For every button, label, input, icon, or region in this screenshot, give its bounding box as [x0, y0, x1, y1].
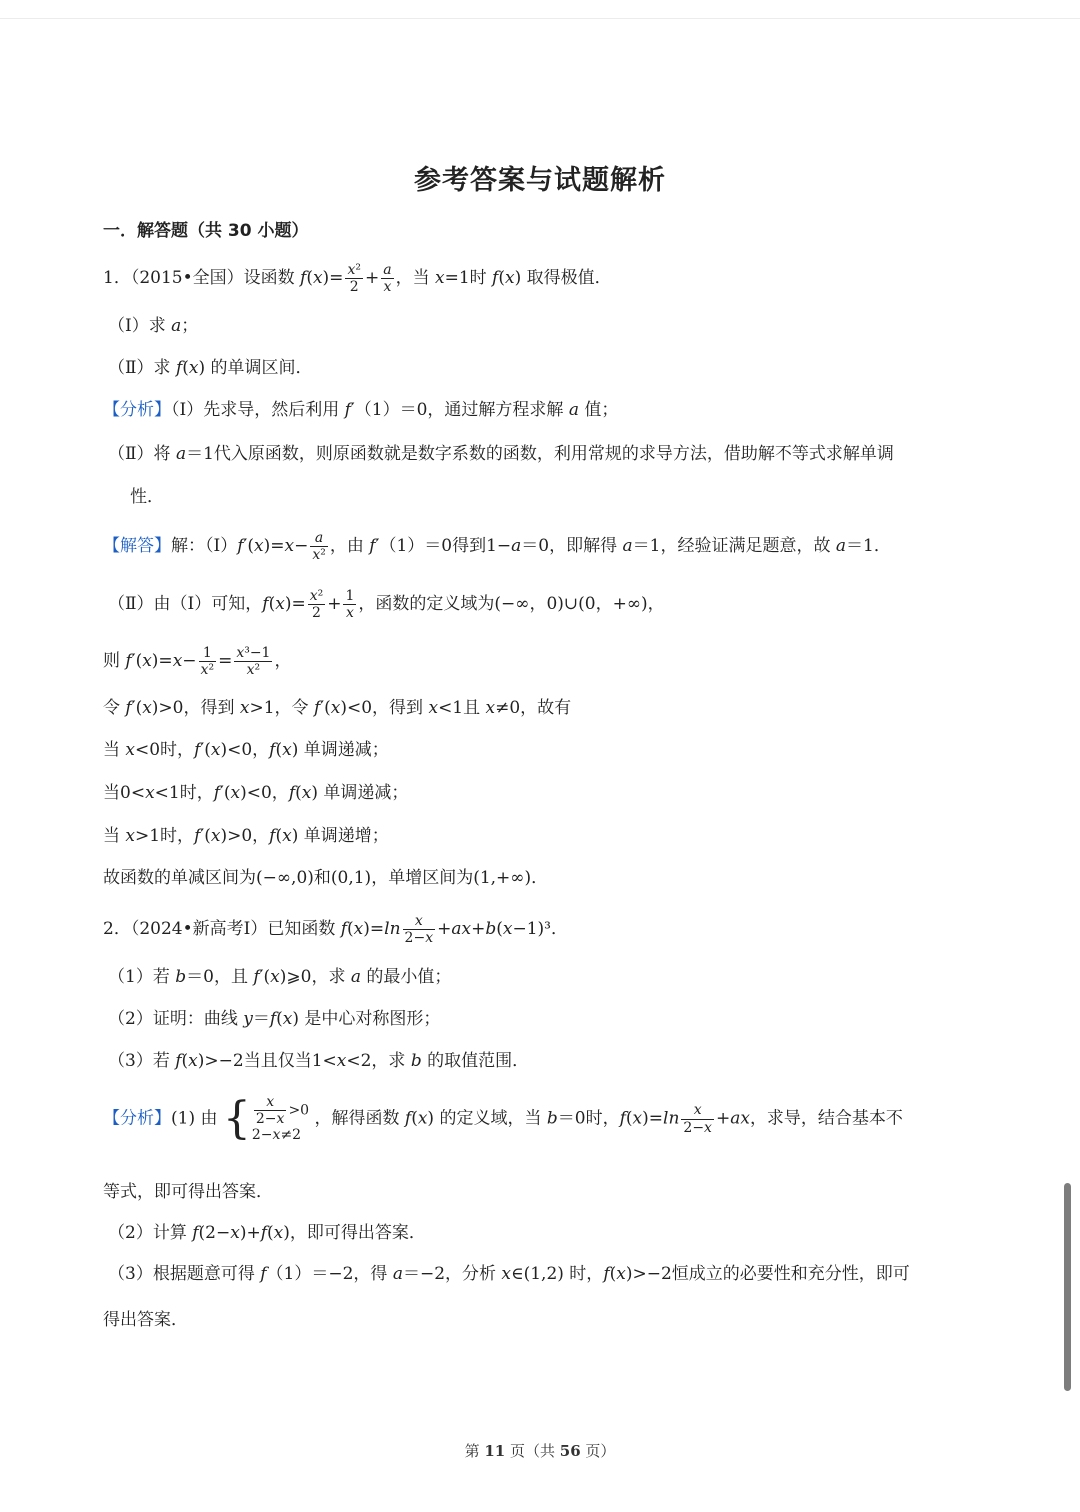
solution-1-line-7: 当 x>1时，f′(x)>0，f(x) 单调递增；	[103, 826, 389, 846]
problem-2-part-1: （1）若 b＝0，且 f′(x)⩾0，求 a 的最小值；	[108, 967, 452, 987]
analysis-2-line-2: 等式，即可得出答案．	[103, 1182, 273, 1202]
solution-1-line-1: 【解答】解：（Ⅰ）f′(x)=x− $\frac{a}{\text{x²}}$ ，由 f′（1）＝0得到1−a＝0，即解得 a＝1，经验证满足题意，故 a＝1．	[103, 530, 891, 564]
analysis-2-line-1: 【分析】(1) 由 { $\frac{x}{2-x}$ >0 2−x≠2 ，解得函数 f(x) 的定义域，当 b＝0时，f(x)=ln $\frac{x}{2-x}$ +ax，求导，结合基本不	[103, 1092, 903, 1144]
page-number-total: 56	[559, 1442, 581, 1460]
analysis-2-line-3: （2）计算 f(2−x)+f(x)，即可得出答案．	[108, 1223, 426, 1243]
problem-1-statement: 1．（2015•全国）设函数 f(x)= $\frac{\text{x²}}{2}$ + $\frac{a}{x}$ ，当 x=1时 f(x) 取得极值．	[103, 262, 612, 296]
analysis-2-line-5: 得出答案．	[103, 1310, 188, 1330]
page-title: 参考答案与试题解析	[414, 165, 666, 196]
analysis-1-line-3: 性．	[130, 487, 164, 507]
vertical-scrollbar[interactable]	[1064, 1183, 1071, 1391]
top-divider	[0, 18, 1080, 19]
solution-1-line-2: （Ⅱ）由（Ⅰ）可知，f(x)= $\frac{\text{x²}}{2}$ + $\frac{1}{x}$ ，函数的定义域为(−∞，0)∪(0，+∞)，	[108, 588, 665, 622]
analysis-1-line-1: 【分析】（Ⅰ）先求导，然后利用 f′（1）＝0，通过解方程求解 a 值；	[103, 400, 619, 420]
problem-2-part-3: （3）若 f(x)>−2当且仅当1<x<2，求 b 的取值范围．	[108, 1051, 530, 1071]
problem-1-part-2: （Ⅱ）求 f(x) 的单调区间．	[108, 358, 313, 378]
section-heading: 一．解答题（共 30 小题）	[103, 221, 309, 241]
solution-1-line-3: 则 f′(x)=x− $\frac{1}{\text{x²}}$ = $\frac{\text{x³−1}}{\text{x²}}$ ，	[103, 645, 292, 679]
problem-2-part-2: （2）证明：曲线 y＝f(x) 是中心对称图形；	[108, 1009, 441, 1029]
page-footer: 第 11 页（共 56 页）	[464, 1442, 616, 1460]
solution-1-line-8: 故函数的单减区间为(−∞,0)和(0,1)，单增区间为(1,+∞)．	[103, 868, 549, 888]
analysis-1-line-2: （Ⅱ）将 a＝1代入原函数，则原函数就是数字系数的函数，利用常规的求导方法，借助解不等式求解单调	[108, 444, 894, 464]
solution-1-line-4: 令 f′(x)>0，得到 x>1，令 f′(x)<0，得到 x<1且 x≠0，故有	[103, 698, 572, 718]
problem-2-statement: 2．（2024•新高考Ⅰ）已知函数 f(x)=ln $\frac{x}{2-x}$ +ax+b(x−1)³．	[103, 913, 568, 947]
solution-1-line-5: 当 x<0时，f′(x)<0，f(x) 单调递减；	[103, 740, 389, 760]
page-number-current: 11	[484, 1442, 506, 1460]
problem-1-part-1: （Ⅰ）求 a；	[108, 316, 199, 336]
solution-1-line-6: 当0<x<1时，f′(x)<0，f(x) 单调递减；	[103, 783, 409, 803]
analysis-2-line-4: （3）根据题意可得 f（1）＝−2，得 a＝−2，分析 x∈(1,2) 时，f(x)>−2恒成立的必要性和充分性，即可	[108, 1264, 910, 1284]
